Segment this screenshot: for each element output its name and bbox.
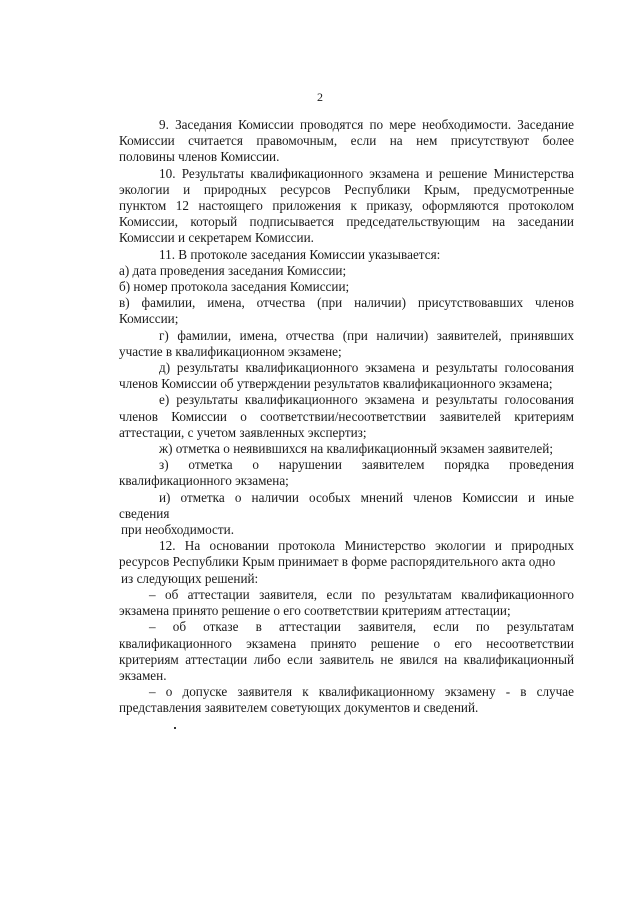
item-g-line-1: г) фамилии, имена, отчества (при наличии) заявителей, принявших <box>159 327 574 343</box>
decision-2-line-1: – об отказе в аттестации заявителя, если по результатам <box>149 619 574 635</box>
item-b: б) номер протокола заседания Комиссии; <box>119 279 350 295</box>
decision-3-line-2: представления заявителем советующих документов и сведений. <box>119 700 479 716</box>
item-d-line-2: членов Комиссии об утверждении результатов квалификационного экзамена; <box>119 376 553 392</box>
paragraph-10-line-1: 10. Результаты квалификационного экзамена и решение Министерства <box>159 165 574 181</box>
item-z-line-1: з) отметка о нарушении заявителем порядка проведения <box>159 457 574 473</box>
paragraph-12-line-3: из следующих решений: <box>121 570 259 586</box>
page-number: 2 <box>317 90 323 104</box>
paragraph-10-line-5: Комиссии и секретарем Комиссии. <box>119 230 314 246</box>
item-g-line-2: участие в квалификационном экзамене; <box>119 343 342 359</box>
item-e-line-2: членов Комиссии о соответствии/несоответствии заявителей критериям <box>119 408 574 424</box>
item-i-line-2: сведения <box>119 505 170 521</box>
paragraph-10-line-3: пунктом 12 настоящего приложения к приказу, оформляются протоколом <box>119 198 574 214</box>
item-a: а) дата проведения заседания Комиссии; <box>119 262 347 278</box>
item-v-line-2: Комиссии; <box>119 311 179 327</box>
paragraph-11-heading: 11. В протоколе заседания Комиссии указывается: <box>159 246 441 262</box>
item-v-line-1: в) фамилии, имена, отчества (при наличии) присутствовавших членов <box>119 295 574 311</box>
paragraph-10-line-4: Комиссии, который подписывается председательствующим на заседании <box>119 214 574 230</box>
item-i-line-3: при необходимости. <box>121 522 235 538</box>
decision-2-line-3: критериям аттестации либо если заявитель не явился на квалификационный <box>119 651 574 667</box>
paragraph-9-line-2: Комиссии считается правомочным, если на нем присутствуют более <box>119 133 574 149</box>
decision-1-line-1: – об аттестации заявителя, если по результатам квалификационного <box>149 586 574 602</box>
paragraph-12-line-2: ресурсов Республики Крым принимает в форме распорядительного акта одно <box>119 554 556 570</box>
paragraph-9-line-1: 9. Заседания Комиссии проводятся по мере необходимости. Заседание <box>159 117 574 132</box>
item-e-line-3: аттестации, с учетом заявленных экспертиз; <box>119 424 367 440</box>
item-i-line-1: и) отметка о наличии особых мнений членов Комиссии и иные <box>159 489 574 505</box>
decision-2-line-2: квалификационного экзамена принято решение о его несоответствии <box>119 635 574 651</box>
decision-3-line-1: – о допуске заявителя к квалификационному экзамену - в случае <box>149 684 574 700</box>
item-d-line-1: д) результаты квалификационного экзамена и результаты голосования <box>159 360 574 376</box>
item-z-line-2: квалификационного экзамена; <box>119 473 289 489</box>
scan-speck <box>174 727 176 729</box>
decision-2-line-4: экзамен. <box>119 667 167 683</box>
paragraph-12-line-1: 12. На основании протокола Министерство экологии и природных <box>159 538 574 554</box>
document-body <box>119 117 574 717</box>
item-e-line-1: е) результаты квалификационного экзамена и результаты голосования <box>159 392 574 408</box>
paragraph-9-line-3: половины членов Комиссии. <box>119 149 280 165</box>
decision-1-line-2: экзамена принято решение о его соответствии критериям аттестации; <box>119 603 511 619</box>
paragraph-10-line-2: экологии и природных ресурсов Республики Крым, предусмотренные <box>119 181 574 197</box>
item-zh: ж) отметка о неявившихся на квалификационный экзамен заявителей; <box>159 441 553 457</box>
